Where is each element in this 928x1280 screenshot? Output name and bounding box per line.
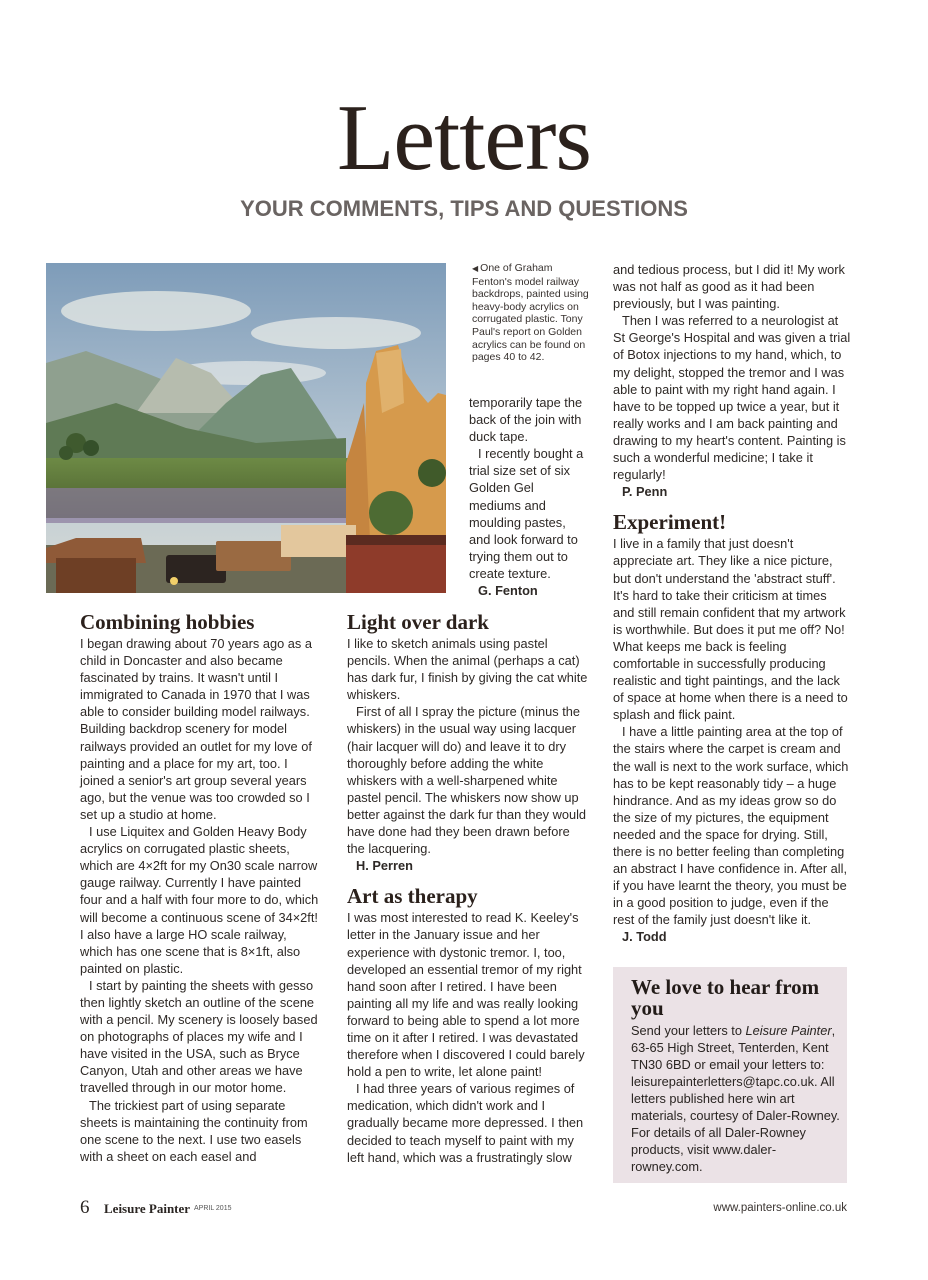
letter-signature: G. Fenton bbox=[478, 583, 538, 599]
letter-paragraph: I had three years of various regimes of medication, which didn't work and I gradually became more depressed. I then decided to teach myself to paint with my left hand, which was a frustratingly slow bbox=[347, 1081, 584, 1165]
letter-combining-hobbies-continued bbox=[469, 394, 589, 599]
contact-text-part: , 63-65 High Street, Tenterden, Kent TN30 6BD or email your letters to: leisurepainterletters@tapc.co.uk. All letters published here win art materials, courtesy of Daler-Rowney. For details of all Daler-Rowney products, visit www.daler-rowney.com. bbox=[631, 1023, 840, 1174]
letter-signature: J. Todd bbox=[622, 929, 667, 945]
page-title: Letters bbox=[337, 86, 591, 190]
contact-magazine-name: Leisure Painter bbox=[745, 1023, 832, 1038]
letter-paragraph: I began drawing about 70 years ago as a child in Doncaster and also became fascinated by trains. It wasn't until I immigrated to Canada in 1970 that I was able to consider building model railways. Building backdrop scenery for model railways provided an outlet for my love of painting and a place for my art, too. I joined a senior's art group several years ago, but the venue was too crowded so I set up a studio at home. bbox=[80, 636, 312, 822]
footer-url[interactable]: www.painters-online.co.uk bbox=[713, 1202, 847, 1214]
letter-paragraph: I like to sketch animals using pastel pencils. When the animal (perhaps a cat) has dark fur, I finish by giving the cat white whiskers. bbox=[347, 636, 588, 703]
letter-combining-hobbies bbox=[80, 611, 320, 1165]
letter-paragraph: I start by painting the sheets with gesso then lightly sketch an outline of the scene with a pencil. My scenery is loosely based on photographs of places my wife and I have visited in the USA, such as Bryce Canyon, Utah and other areas we have travelled through in our motor home. bbox=[80, 977, 318, 1096]
photo-caption bbox=[472, 262, 590, 364]
footer-date: APRIL 2015 bbox=[194, 1205, 232, 1212]
letter-paragraph: I recently bought a trial size set of six Golden Gel mediums and moulding pastes, and look forward to trying them out to create texture. bbox=[469, 446, 584, 581]
letter-heading: Art as therapy bbox=[347, 884, 478, 909]
letter-paragraph: I live in a family that just doesn't appreciate art. They like a nice picture, but don't understand the 'abstract stuff'. It's hard to take their criticism at times and still remain confident that my artwork is worthwhile. But does it put me off? No! What keeps me back is feeling comfortable in successfully producing realistic and tight paintings, and the lack of space at home when there is a need to splash and flick paint. bbox=[613, 536, 848, 723]
letter-column-right bbox=[613, 261, 851, 946]
contact-text-part: Send your letters to bbox=[631, 1023, 746, 1038]
photo-caption-text: One of Graham Fenton's model railway backdrops, painted using heavy-body acrylics on corrugated plastic. Tony Paul's report on Golden acrylics can be found on pages 40 to 42. bbox=[472, 262, 589, 364]
letter-heading: Combining hobbies bbox=[80, 610, 255, 634]
page-subtitle: YOUR COMMENTS, TIPS AND QUESTIONS bbox=[240, 196, 688, 221]
letter-paragraph: I use Liquitex and Golden Heavy Body acrylics on corrugated plastic sheets, which are 4×2ft for my On30 scale narrow gauge railway. Currently I have painted four and a half with four more to do, which will become a continuous scene of 34×2ft! I also have a large HO scale railway, which has one scene that is 8×1ft, also painted on plastic. bbox=[80, 824, 319, 976]
letter-signature: P. Penn bbox=[622, 484, 668, 500]
contact-box bbox=[613, 967, 847, 1183]
letter-paragraph: Then I was referred to a neurologist at St George's Hospital and was given a trial of Botox injections to my hand, which, to my delight, stopped the tremor and I was able to paint with my right hand again. I have to be topped up twice a year, but it really works and I am back painting and drawing to my heart's content. Painting is such a wonderful medicine; I take it regularly! bbox=[613, 313, 851, 483]
letter-heading: Light over dark bbox=[347, 610, 489, 634]
letter-paragraph: I was most interested to read K. Keeley's letter in the January issue and her experience with dystonic tremor. I, too, developed an essential tremor of my right hand soon after I retired. I have been painting all my life and was really looking forward to being able to spend a lot more time on it after I retired. I was devastated therefore when I discovered I could barely hold a pen to write, let alone paint! bbox=[347, 910, 585, 1080]
letter-paragraph: First of all I spray the picture (minus the whiskers) in the usual way using lacquer (hair lacquer will do) and leave it to dry thoroughly before adding the white whiskers with a well-sharpened white pastel pencil. The whiskers now show up better against the dark fur than they would have done had they been drawn before the lacquering. bbox=[347, 704, 587, 857]
letter-paragraph: The trickiest part of using separate sheets is maintaining the continuity from one scene to the next. I use two easels with a sheet on each easel and bbox=[80, 1097, 308, 1164]
letter-column-middle bbox=[347, 611, 589, 1166]
caption-arrow-icon: ◀ bbox=[472, 264, 479, 273]
page-number: 6 bbox=[80, 1197, 90, 1218]
letter-paragraph: and tedious process, but I did it! My work was not half as good as it had been previously, but I was painting. bbox=[613, 262, 845, 312]
model-railway-photo bbox=[46, 263, 446, 593]
contact-box-heading: We love to hear from you bbox=[631, 975, 820, 1020]
footer-brand: Leisure Painter bbox=[104, 1201, 191, 1216]
letter-signature: H. Perren bbox=[356, 858, 413, 874]
letter-paragraph: temporarily tape the back of the join with duck tape. bbox=[469, 395, 583, 445]
contact-box-text bbox=[631, 1022, 841, 1175]
letter-heading: Experiment! bbox=[613, 510, 727, 535]
letter-paragraph: I have a little painting area at the top of the stairs where the carpet is cream and the wall is next to the work surface, which has to be kept reasonably tidy – a huge hindrance. And as my ideas grow so do the size of my pictures, the equipment needed and the space for drying. Still, there is no better feeling than completing an abstract I have confidence in. After all, if you have learnt the theory, you must be in a good position to judge, even if the rest of the family just doesn't like it. bbox=[613, 724, 849, 928]
